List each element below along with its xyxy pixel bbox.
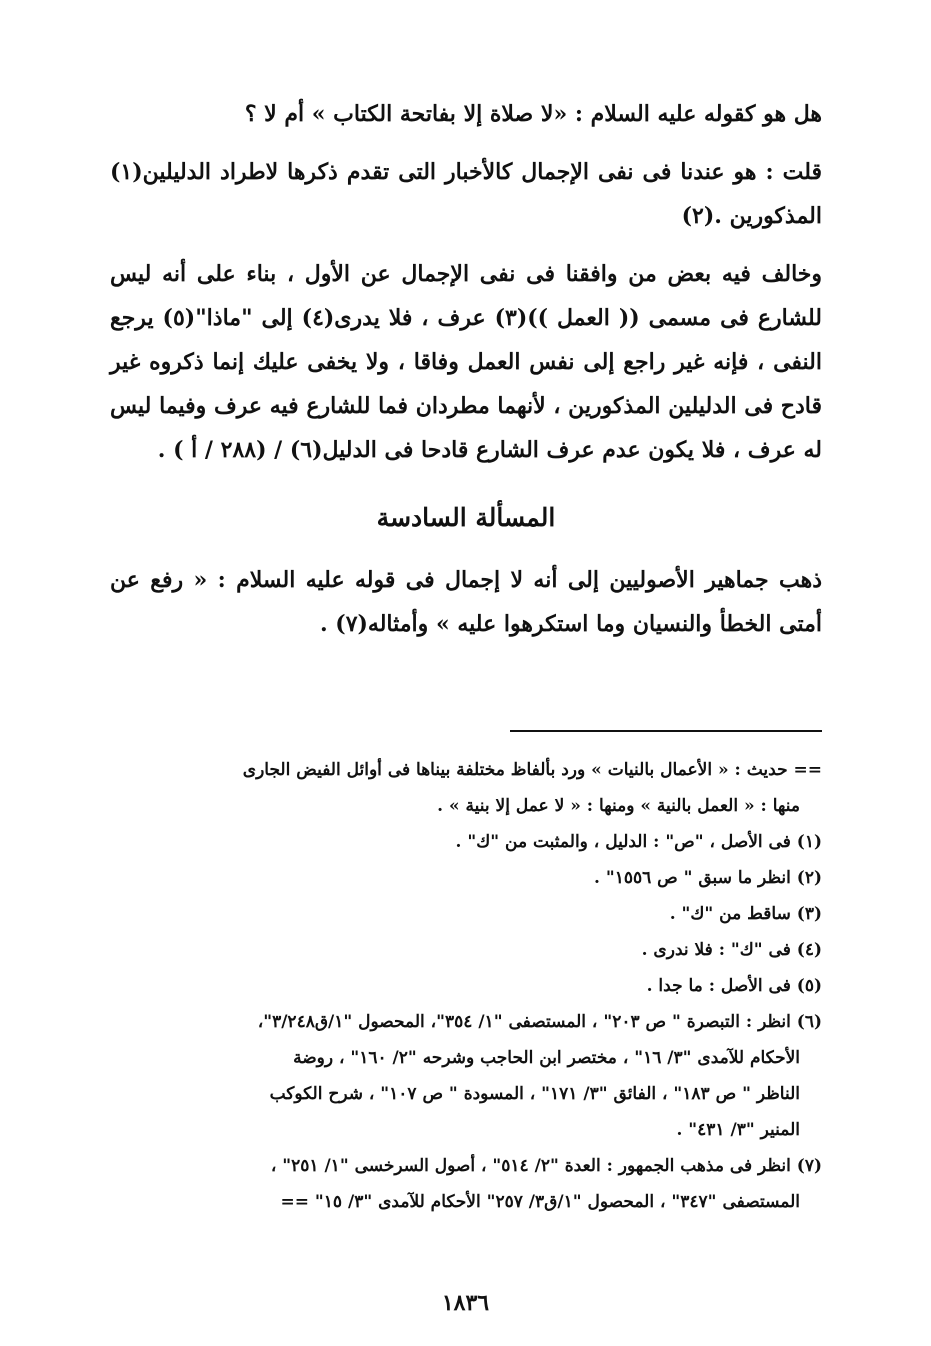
paragraph-1: هل هو كقوله عليه السلام : «لا صلاة إلا بفاتحة الكتاب » أم لا ؟ [244,101,822,127]
footnote-5: (٥) فى الأصل : ما جدا . [646,976,822,996]
footnote-1: (١) فى الأصل ، "ص" : الدليل ، والمثبت من "ك" . [455,832,822,852]
footnotes [110,752,822,1220]
paragraph-2: قلت : هو عندنا فى نفى الإجمال كالأخبار التى تقدم ذكرها لاطراد الدليلين(١) المذكورين .(٢) [110,159,822,229]
footnote-4: (٤) فى "ك" : فلا ندرى . [641,940,822,960]
footnote-separator [510,730,822,732]
footnote-6-line: الأحكام للآمدى "٣/ ١٦" ، مختصر ابن الحاجب وشرحه "٢/ ١٦٠" ، روضة [293,1048,800,1068]
page-number: ١٨٣٦ [441,1290,490,1316]
main-text [110,92,822,660]
footnote-6-line: المنير "٣/ ٤٣١" . [676,1120,800,1140]
footnote-3: (٣) ساقط من "ك" . [669,904,822,924]
paragraph-4: ذهب جماهير الأصوليين إلى أنه لا إجمال فى قوله عليه السلام : « رفع عن أمتى الخطأ والنسيان وما استكرهوا عليه » وأمثاله(٧) . [110,567,822,637]
footnote-6-line: الناظر " ص ١٨٣" ، الفائق "٣/ ١٧١" ، المسودة " ص ١٠٧" ، شرح الكوكب [269,1084,800,1104]
paragraph-3: وخالف فيه بعض من وافقنا فى نفى الإجمال عن الأول ، بناء على أنه ليس للشارع فى مسمى (( العمل ))(٣) عرف ، فلا يدرى(٤) إلى "ماذا"(٥) يرجع النفى ، فإنه غير راجع إلى نفس العمل وفاقا ، ولا يخفى عليك إنما ذكروه غير قادح فى الدليلين المذكورين ، لأنهما مطردان فما للشارع فيه عرف وفيما ليس له عرف ، فلا يكون عدم عرف الشارع قادحا فى الدليل(٦) / (٢٨٨ / أ ) . [110,261,822,463]
footnote-7-line: المستصفى "٣٤٧" ، المحصول "١/ق٣/ ٢٥٧" الأحكام للآمدى "٣/ ١٥" == [280,1192,800,1212]
footnote-continuation-line: منها : « العمل بالنية » ومنها : « لا عمل إلا بنية » . [437,796,800,816]
footnote-7: (٧) انظر فى مذهب الجمهور : العدة "٢/ ٥١٤" ، أصول السرخسى "١/ ٢٥١" ، [270,1156,822,1176]
footnote-2: (٢) انظر ما سبق " ص ١٥٥٦" . [593,868,822,888]
section-title: المسألة السادسة [376,503,556,532]
footnote-continuation-line: == حديث : « الأعمال بالنيات » ورد بألفاظ مختلفة بيناها فى أوائل الفيض الجارى [242,760,822,780]
footnote-6: (٦) انظر : التبصرة " ص ٢٠٣" ، المستصفى "١/ ٣٥٤"، المحصول "١/ق٣/٢٤٨"، [257,1012,822,1032]
